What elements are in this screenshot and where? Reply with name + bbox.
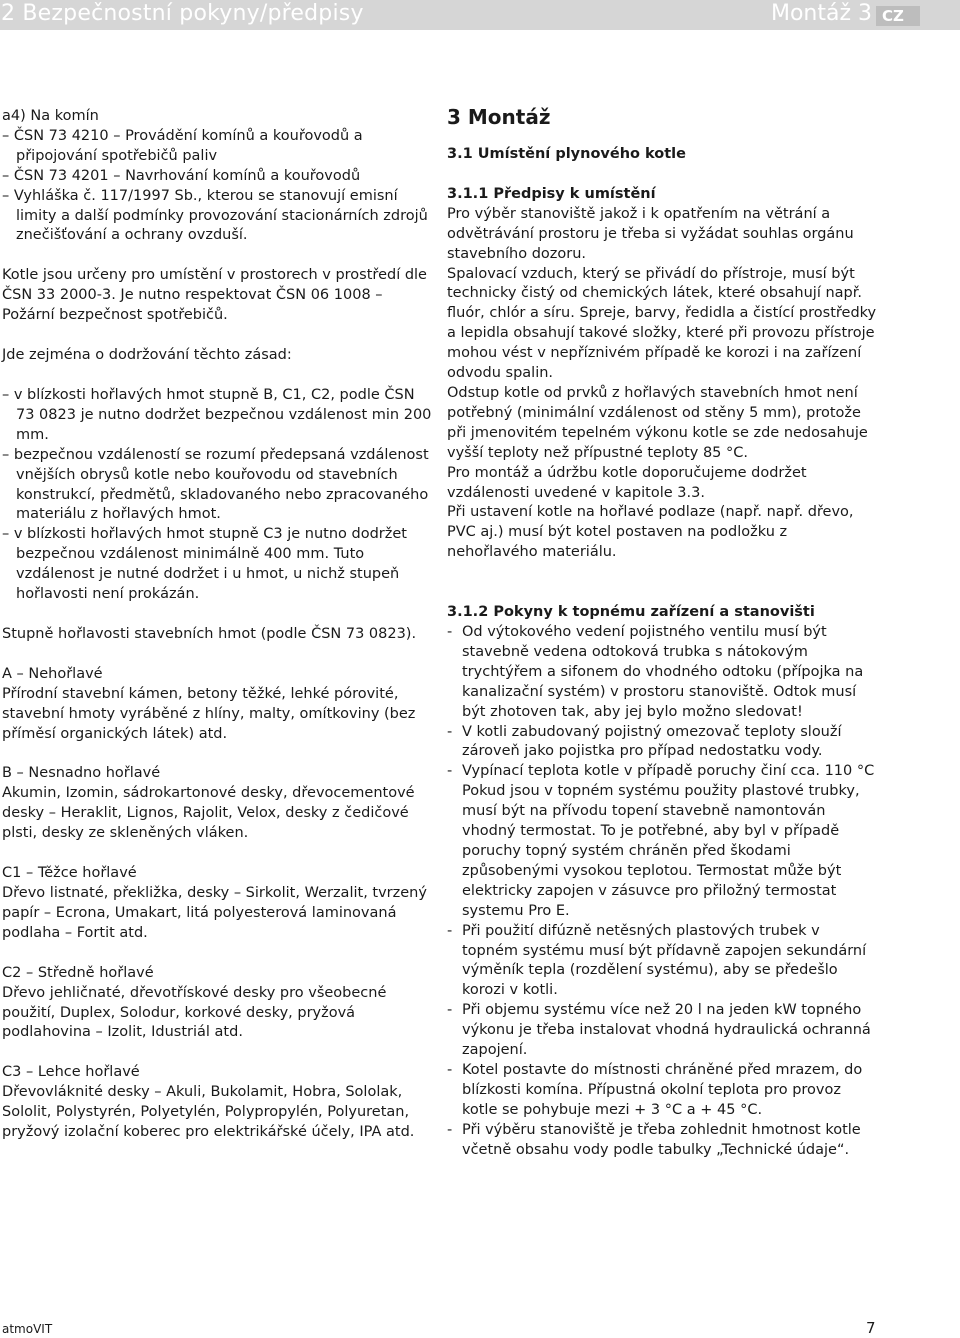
class-description: Dřevo jehličnaté, dřevotřískové desky pro všeobecné použití, Duplex, Solodur, korkové desky, pryžová podlahovina – Izolit, Idustriál atd.	[2, 984, 387, 1041]
language-badge: CZ	[876, 6, 920, 26]
list-item: - Při použití difúzně netěsných plastových trubek v topném systému musí být přídavně zapojen sekundární výměník tepla (rozdělení systému), aby se předešlo korozi v kotli.	[447, 922, 877, 1002]
list-item: - Od výtokového vedení pojistného ventilu musí být stavebně vedena odtoková trubka s nátokovým trychtýřem a sifonem do vhodného odtoku (přípojka na kanalizační systém) v prostoru stanoviště. Odtok musí být zhotoven tak, aby jej bylo možno sledovat!	[447, 623, 877, 723]
section-title: 2 Bezpečnostní pokyny/předpisy	[1, 1, 364, 26]
class-heading: B – Nesnadno hořlavé	[2, 765, 161, 782]
class-description: Dřevo listnaté, překližka, desky – Sirkolit, Werzalit, tvrzený papír – Ecrona, Umakart, litá polyesterová laminovaná podlaha – Fortit atd.	[2, 885, 427, 941]
left-column	[2, 107, 434, 1143]
page-number: 7	[866, 1319, 876, 1337]
class-heading: C2 – Středně hořlavé	[2, 964, 154, 981]
paragraph: Při ustavení kotle na hořlavé podlaze (např. např. dřevo, PVC aj.) musí být kotel postaven na podložku z nehořlavého materiálu.	[447, 504, 854, 561]
class-heading: C1 – Těžce hořlavé	[2, 865, 137, 882]
list-item: - Při výběru stanoviště je třeba zohlednit hmotnost kotle včetně obsahu vody podle tabulky „Technické údaje“.	[447, 1121, 877, 1161]
list-item: - Při objemu systému více než 20 l na jeden kW topného výkonu je třeba instalovat vhodná hydraulická ochranná zapojení.	[447, 1001, 877, 1061]
class-heading: C3 – Lehce hořlavé	[2, 1064, 140, 1081]
list-item: – ČSN 73 4201 – Navrhování komínů a kouřovodů	[2, 167, 361, 184]
class-description: Akumin, Izomin, sádrokartonové desky, dřevocementové desky – Heraklit, Lignos, Rajolit, Velox, desky z čedičové plsti, desky ze skleněných vláken.	[2, 785, 415, 842]
chimney-heading: a4) Na komín	[2, 108, 99, 124]
paragraph: Pro montáž a údržbu kotle doporučujeme dodržet vzdálenosti uvedené v kapitole 3.3.	[447, 464, 807, 501]
paragraph: Stupně hořlavosti stavebních hmot (podle ČSN 73 0823).	[2, 625, 417, 642]
page-header	[0, 0, 960, 30]
brand-name: atmoVIT	[2, 1322, 53, 1336]
paragraph: Odstup kotle od prvků z hořlavých stavebních hmot není potřebný (minimální vzdálenost od stěny 5 mm), protože při jmenovitém tepelném výkonu kotle se zde nedosahuje vyšší teploty než přípustné teploty 85 °C.	[447, 384, 868, 461]
subsection-heading: 3.1.1 Předpisy k umístění	[447, 185, 656, 202]
class-heading: A – Nehořlavé	[2, 665, 103, 682]
paragraph: Pro výběr stanoviště jakož i k opatřením na větrání a odvětrávání prostoru je třeba si vyžádat souhlas orgánu stavebního dozoru.	[447, 205, 854, 262]
list-item: - Vypínací teplota kotle v případě poruchy činí cca. 110 °C Pokud jsou v topném systému použity plastové trubky, musí být na přívodu topení stavebně namontován vhodný termostat. To je potřebné, aby byl v případě poruchy topný systém chráněn před škodami způsobenými vysokou teplotou. Termostat může být elektricky zapojen v zásuvce pro přiložný termostat systemu Pro E.	[447, 762, 877, 921]
paragraph: Kotle jsou určeny pro umístění v prostorech v prostředí dle ČSN 33 2000-3. Je nutno respektovat ČSN 06 1008 – Požární bezpečnost spotřebičů.	[2, 267, 427, 324]
class-description: Dřevovláknité desky – Akuli, Bukolamit, Hobra, Sololak, Sololit, Polystyrén, Polyetylén, Polypropylén, Polyuretan, pryžový izolační koberec pro elektrikářské účely, IPA atd.	[2, 1084, 415, 1141]
list-item: – Vyhláška č. 117/1997 Sb., kterou se stanovují emisní limity a další podmínky provozování stacionárních zdrojů znečišťování a ochrany ovzduší.	[2, 187, 428, 244]
section-heading: 3.1 Umístění plynového kotle	[447, 146, 686, 162]
list-item: – ČSN 73 4210 – Provádění komínů a kouřovodů a připojování spotřebičů paliv	[2, 127, 363, 164]
right-column	[447, 105, 877, 1161]
class-description: Přírodní stavební kámen, betony těžké, lehké pórovité, stavební hmoty vyráběné z hlíny, malty, omítkoviny (bez příměsí organických látek) atd.	[2, 685, 416, 742]
list-item: – bezpečnou vzdáleností se rozumí předepsaná vzdálenost vnějších obrysů kotle nebo kouřovodu od stavebních konstrukcí, předmětů, skladovaného nebo zpracovaného materiálu z hořlavých hmot.	[2, 446, 429, 523]
list-item: - V kotli zabudovaný pojistný omezovač teploty slouží zároveň jako pojistka pro případ nedostatku vody.	[447, 723, 877, 763]
list-item: - Kotel postavte do místnosti chráněné před mrazem, do blízkosti komína. Přípustná okolní teplota pro provoz kotle se pohybuje mezi + 3 °C a + 45 °C.	[447, 1061, 877, 1121]
chapter-heading: 3 Montáž	[447, 105, 551, 129]
instructions-list	[447, 623, 877, 1160]
list-item: – v blízkosti hořlavých hmot stupně C3 je nutno dodržet bezpečnou vzdálenost minimálně 400 mm. Tuto vzdálenost je nutné dodržet i u hmot, u nichž stupeň hořlavosti není prokázán.	[2, 526, 407, 603]
chapter-title: Montáž 3	[770, 1, 872, 26]
paragraph: Jde zejména o dodržování těchto zásad:	[2, 347, 292, 364]
list-item: – v blízkosti hořlavých hmot stupně B, C1, C2, podle ČSN 73 0823 je nutno dodržet bezpečnou vzdálenost min 200 mm.	[2, 386, 432, 443]
subsection-heading: 3.1.2 Pokyny k topnému zařízení a stanovišti	[447, 604, 815, 621]
paragraph: Spalovací vzduch, který se přivádí do přístroje, musí být technicky čistý od chemických látek, které obsahují např. fluór, chlór a síru. Spreje, barvy, ředidla a čistící prostředky a lepidla obsahují takové složky, které při provozu přístroje mohou vést v nepříznivém případě ke korozi i na zařízení odvodu spalin.	[447, 265, 877, 382]
